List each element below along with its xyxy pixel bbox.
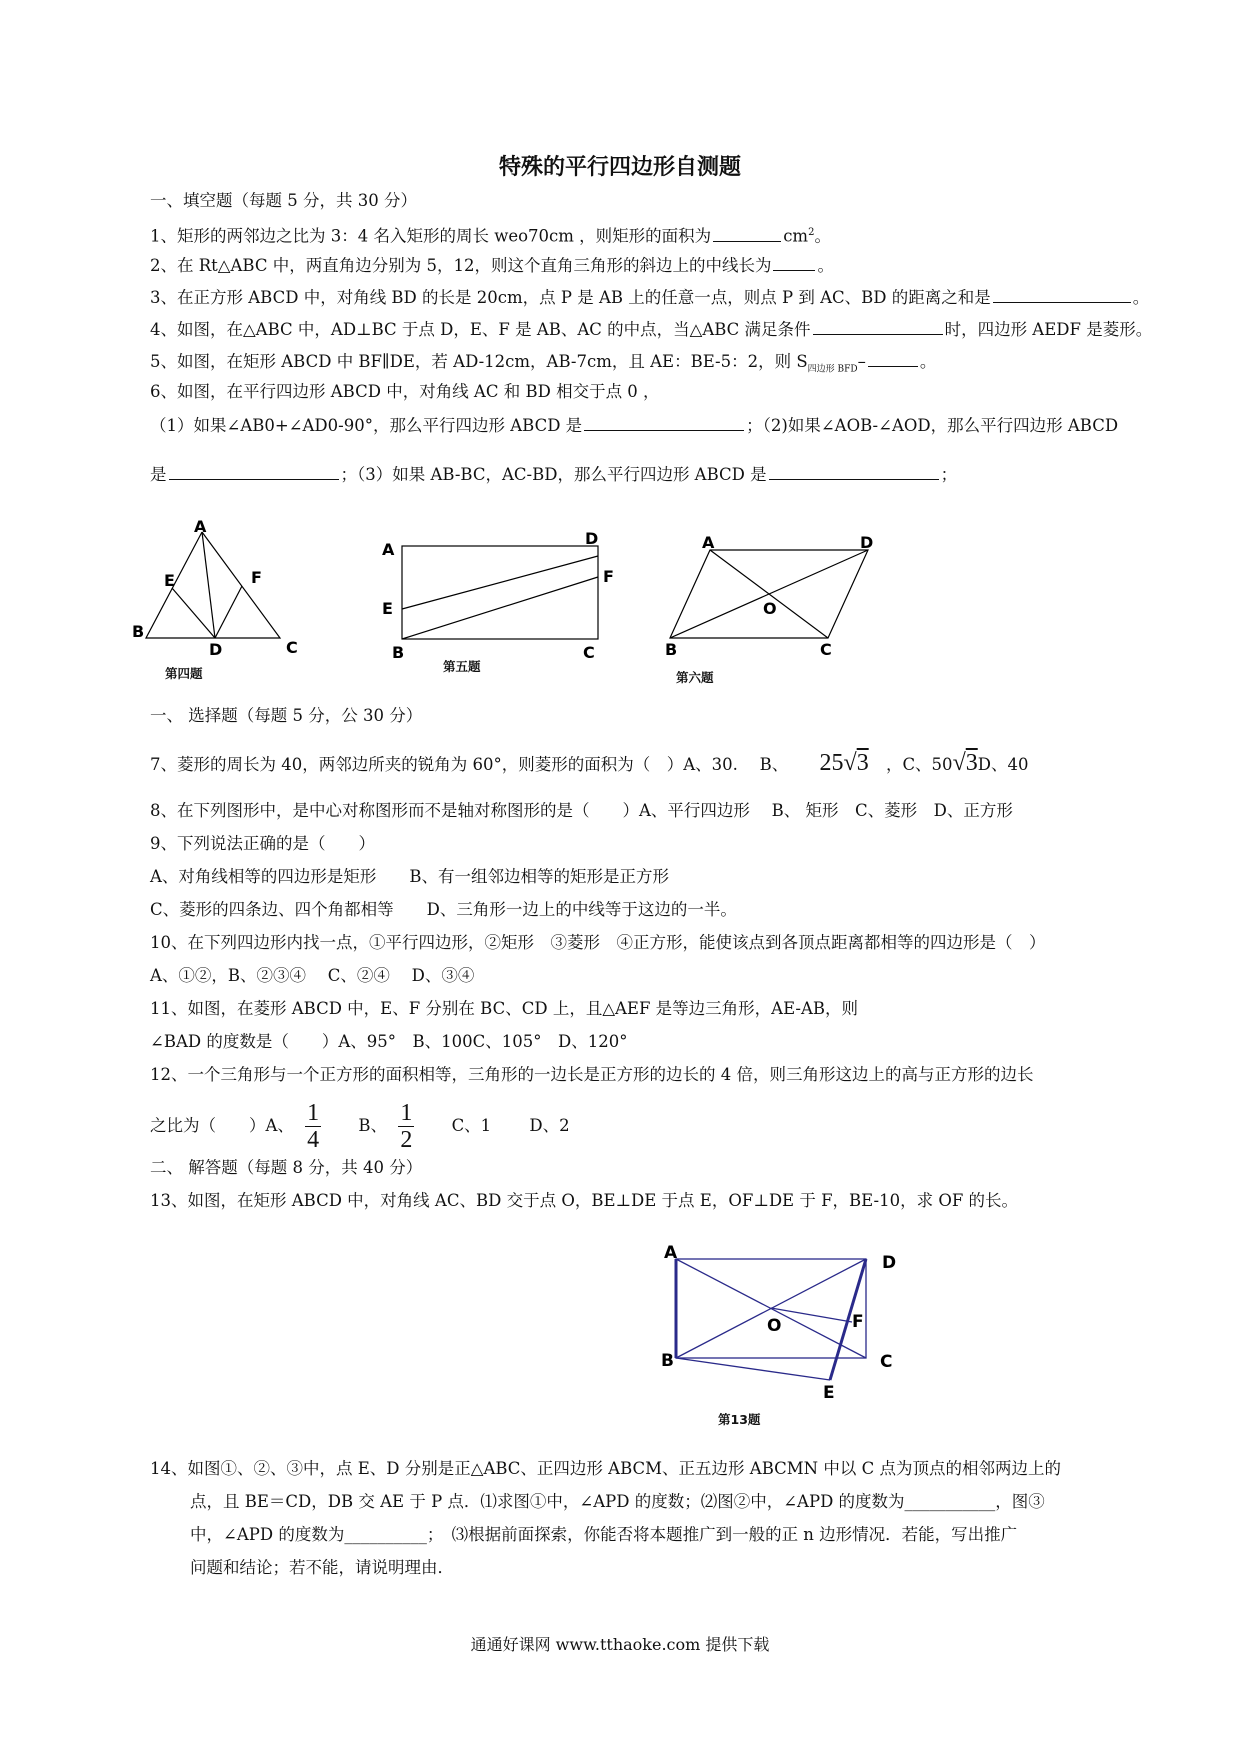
label-A: A — [664, 1243, 678, 1263]
question-14-line-1: 14、如图①、②、③中，点 E、D 分别是正△ABC、正四边形 ABCM、正五边形 ABCMN 中以 C 点为顶点的相邻两边上的 — [150, 1459, 1061, 1478]
label-F: F — [603, 567, 614, 586]
question-12-options: 之比为（ ）A、 $\frac{1}{4}$ B、 $\frac{1}{2}$ C、1 D、2 — [150, 1100, 570, 1153]
question-14-line-2: 点，且 BE＝CD，DB 交 AE 于 P 点．⑴求图①中，∠APD 的度数；⑵图②中，∠APD 的度数为___________，图③ — [190, 1492, 1045, 1511]
question-10-options: A、①②，B、②③④ C、②④ D、③④ — [150, 966, 475, 985]
question-14-line-4: 问题和结论；若不能，请说明理由． — [190, 1558, 454, 1577]
label-C: C — [820, 640, 832, 659]
label-F: F — [852, 1312, 864, 1332]
answer-blank — [713, 224, 781, 242]
figure-6-caption: 第六题 — [676, 670, 714, 685]
label-E: E — [164, 571, 175, 590]
question-6-part-1: （1）如果∠AB0+∠AD0-90°，那么平行四边形 ABCD 是 ；（2)如果∠AOB-∠AOD，那么平行四边形 ABCD — [150, 413, 1118, 437]
label-A: A — [702, 533, 715, 552]
answer-blank — [769, 462, 939, 480]
label-F: F — [251, 568, 262, 587]
question-11-options: ∠BAD 的度数是（ ）A、95° B、100C、105° D、120° — [150, 1032, 628, 1051]
question-7: 7、菱形的周长为 40，两邻边所夹的锐角为 60°，则菱形的面积为（ ）A、30. B、 25√3 ，C、50√3D、40 — [150, 750, 1029, 776]
answer-blank — [868, 349, 918, 367]
question-13: 13、如图，在矩形 ABCD 中，对角线 AC、BD 交于点 O，BE⊥DE 于点 E，OF⊥DE 于 F，BE-10，求 OF 的长。 — [150, 1191, 1019, 1210]
question-8: 8、在下列图形中，是中心对称图形而不是轴对称图形的是（ ）A、平行四边形 B、 矩形 C、菱形 D、正方形 — [150, 801, 1013, 820]
label-E: E — [823, 1383, 835, 1403]
question-11: 11、如图，在菱形 ABCD 中，E、F 分别在 BC、CD 上，且△AEF 是等边三角形，AE-AB，则 — [150, 999, 859, 1018]
figure-4-triangle — [130, 520, 310, 660]
answer-blank — [813, 317, 943, 335]
figure-6-parallelogram — [660, 530, 890, 660]
question-9-options-cd: C、菱形的四条边、四个角都相等 D、三角形一边上的中线等于这边的一半。 — [150, 900, 737, 919]
label-E: E — [382, 599, 393, 618]
question-6-stem: 6、如图，在平行四边形 ABCD 中，对角线 AC 和 BD 相交于点 0 ， — [150, 382, 660, 401]
label-B: B — [665, 640, 678, 659]
question-5: 5、如图，在矩形 ABCD 中 BF∥DE，若 AD-12cm，AB-7cm，且 AE：BE-5：2，则 $S_{四边形 BFD}-$ 。 — [150, 349, 936, 380]
label-B: B — [392, 643, 405, 660]
question-10: 10、在下列四边形内找一点，①平行四边形，②矩形 ③菱形 ④正方形，能使该点到各顶点距离都相等的四边形是（ ） — [150, 933, 1046, 952]
label-D: D — [209, 640, 223, 659]
label-D: D — [882, 1253, 897, 1273]
fraction-one-quarter: $\frac{1}{4}$ — [307, 1100, 320, 1153]
question-4: 4、如图，在△ABC 中，AD⊥BC 于点 D，E、F 是 AB、AC 的中点，当△ABC 满足条件 时，四边形 AEDF 是菱形。 — [150, 317, 1152, 341]
figure-13-rectangle — [660, 1235, 920, 1405]
figure-4-caption: 第四题 — [165, 666, 203, 681]
label-C: C — [880, 1352, 893, 1372]
question-9: 9、下列说法正确的是（ ） — [150, 834, 375, 853]
page-title: 特殊的平行四边形自测题 — [498, 155, 741, 180]
question-14-line-3: 中，∠APD 的度数为__________； ⑶根据前面探索，你能否将本题推广到一般的正 n 边形情况．若能，写出推广 — [190, 1525, 1018, 1544]
label-A: A — [382, 540, 395, 559]
question-3: 3、在正方形 ABCD 中，对角线 BD 的长是 20cm，点 P 是 AB 上的任意一点，则点 P 到 AC、BD 的距离之和是 。 — [150, 285, 1149, 309]
label-D: D — [860, 533, 874, 552]
label-A: A — [194, 520, 207, 536]
label-C: C — [583, 643, 595, 660]
label-C: C — [286, 638, 298, 657]
question-2: 2、在 Rt△ABC 中，两直角边分别为 5，12，则这个直角三角形的斜边上的中线长为 。 — [150, 253, 834, 277]
fraction-one-half: $\frac{1}{2}$ — [400, 1100, 413, 1153]
question-9-options-ab: A、对角线相等的四边形是矩形 B、有一组邻边相等的矩形是正方形 — [150, 867, 670, 886]
label-O: O — [763, 599, 777, 618]
label-O: O — [767, 1316, 782, 1336]
question-6-part-2: 是 ；（3）如果 AB-BC，AC-BD，那么平行四边形 ABCD 是 ； — [150, 462, 957, 486]
section-choice-heading: 一、 选择题（每题 5 分，公 30 分） — [150, 706, 423, 725]
label-B: B — [661, 1351, 674, 1371]
page-footer: 通通好课网 www.tthaoke.com 提供下载 — [470, 1635, 770, 1654]
figure-5-caption: 第五题 — [443, 659, 481, 674]
answer-blank — [993, 285, 1131, 303]
question-12: 12、一个三角形与一个正方形的面积相等，三角形的一边长是正方形的边长的 4 倍，则三角形这边上的高与正方形的边长 — [150, 1065, 1034, 1084]
answer-blank — [773, 253, 815, 271]
figure-5-rectangle — [380, 530, 620, 660]
label-D: D — [585, 530, 599, 548]
figure-13-caption: 第13题 — [718, 1412, 761, 1427]
answer-blank — [584, 413, 744, 431]
question-1: 1、矩形的两邻边之比为 3：4 名入矩形的周长 weo70cm ，则矩形的面积为 $cm^2$。 — [150, 222, 831, 248]
section-fill-in-heading: 一、填空题（每题 5 分，共 30 分） — [150, 191, 417, 210]
section-answer-heading: 二、 解答题（每题 8 分，共 40 分） — [150, 1158, 423, 1177]
answer-blank — [169, 462, 339, 480]
label-B: B — [132, 622, 145, 641]
